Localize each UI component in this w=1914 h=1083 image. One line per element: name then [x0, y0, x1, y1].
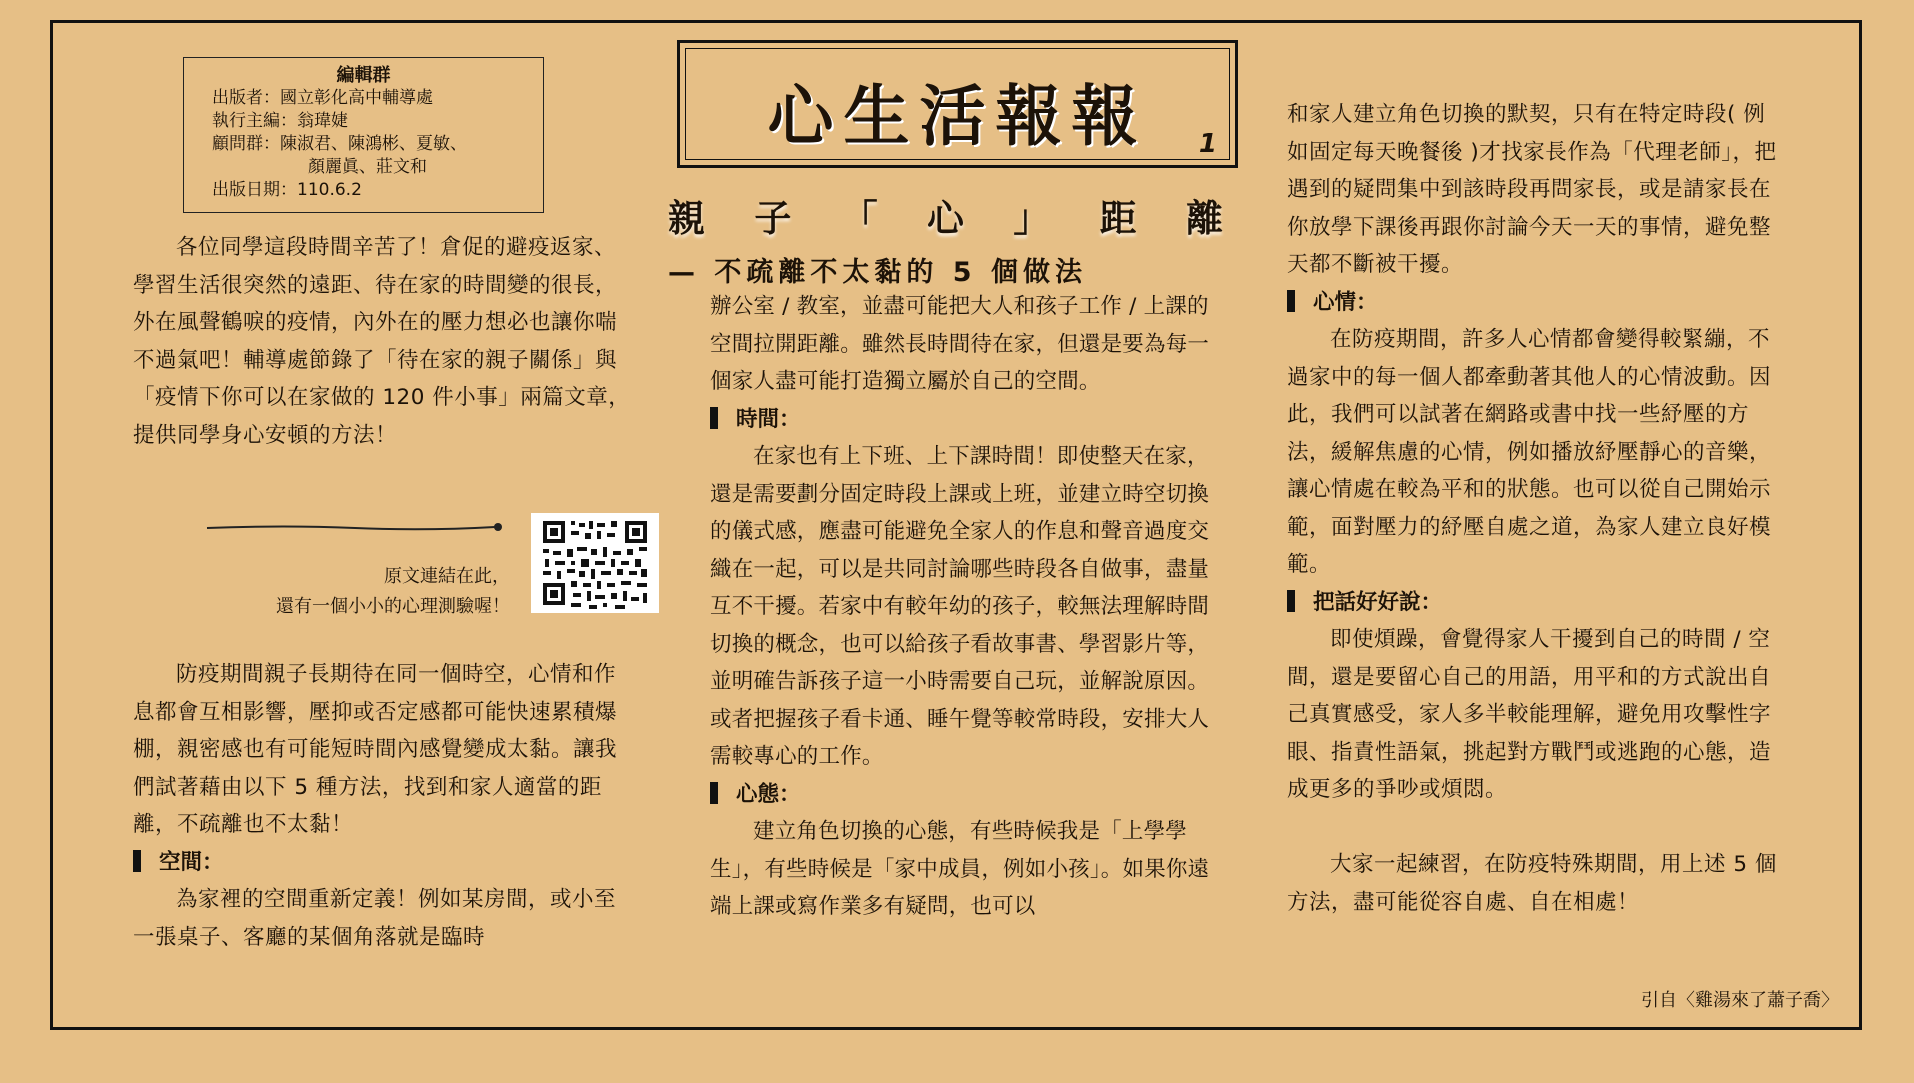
advisors-line-continued: 顏麗眞、莊文和 — [308, 157, 427, 177]
middle-column-body — [710, 288, 1210, 926]
publisher-line: 出版者：國立彰化高中輔導處 — [212, 88, 433, 108]
article-title-char: 親 — [668, 197, 705, 240]
mood-paragraph: 在防疫期間，許多人心情都會變得較緊繃，不過家中的每一個人都牽動著其他人的心情波動。因此，我們可以試著在網路或書中找一些紓壓的方法，緩解焦慮的心情，例如播放紓壓靜心的音樂，讓心情處在較為平和的狀態。也可以從自己開始示範，面對壓力的紓壓自處之道，為家人建立良好模範。 — [1287, 327, 1772, 577]
right-column-body — [1287, 96, 1787, 921]
qr-code-icon[interactable] — [531, 513, 659, 613]
article-intro-paragraph: 防疫期間親子長期待在同一個時空，心情和作息都會互相影響，壓抑或否定感都可能快速累積爆棚，親密感也有可能短時間內感覺變成太黏。讓我們試著藉由以下 5 種方法，找到和家人適當的距離，不疏離也不太黏！ — [133, 662, 618, 837]
publish-date-line: 出版日期：110.6.2 — [212, 180, 362, 200]
heading-bar-icon — [710, 782, 718, 804]
article-title-char: 「 — [840, 197, 878, 240]
mindset-heading — [710, 776, 1210, 814]
mindset-paragraph-part2: 和家人建立角色切換的默契，只有在特定時段( 例如固定每天晚餐後 )才找家長作為「代理老師」，把遇到的疑問集中到該時段再問家長，或是請家長在你放學下課後再跟你討論今天一天的事情，避免整天都不斷被干擾。 — [1287, 102, 1777, 277]
left-column-body — [133, 656, 633, 956]
qr-note-line2: 還有一個小小的心理測驗喔！ — [276, 596, 510, 617]
time-heading — [710, 401, 1210, 439]
advisors-line: 顧問群：陳淑君、陳鴻彬、夏敏、 — [212, 134, 467, 154]
citation: 引自〈雞湯來了蕭子喬〉 — [1641, 990, 1839, 1011]
intro-section — [133, 229, 633, 454]
chief-editor-line: 執行主編：翁瑋婕 — [212, 111, 348, 131]
article-title-char: 離 — [1185, 197, 1223, 240]
mindset-paragraph-part1: 建立角色切換的心態，有些時候我是「上學學生」，有些時候是「家中成員，例如小孩」。如果你遠端上課或寫作業多有疑問，也可以 — [710, 819, 1210, 919]
article-title-char: 距 — [1099, 197, 1137, 240]
space-heading — [133, 844, 633, 882]
talk-heading — [1287, 584, 1787, 622]
decorative-divider — [205, 520, 505, 534]
spacer — [1287, 809, 1787, 847]
time-paragraph: 在家也有上下班、上下課時間！即使整天在家，還是需要劃分固定時段上課或上班，並建立時空切換的儀式感，應盡可能避免全家人的作息和聲音過度交織在一起，可以是共同討論哪些時段各自做事，盡量互不干擾。若家中有較年幼的孩子，較無法理解時間切換的概念，也可以給孩子看故事書、學習影片等，並明確告訴孩子這一小時需要自己玩，並解說原因。或者把握孩子看卡通、睡午覺等較常時段，安排大人需較專心的工作。 — [710, 444, 1210, 769]
heading-bar-icon — [133, 850, 141, 872]
closing-paragraph: 大家一起練習，在防疫特殊期間，用上述 5 個方法，盡可能從容自處、自在相處！ — [1287, 852, 1777, 915]
time-heading-text: 時間： — [736, 406, 801, 432]
heading-bar-icon — [1287, 290, 1295, 312]
heading-bar-icon — [710, 407, 718, 429]
article-title-char: 」 — [1013, 197, 1051, 240]
issue-number: 1 — [1198, 129, 1217, 159]
space-heading-text: 空間： — [159, 849, 224, 875]
talk-paragraph: 即使煩躁，會覺得家人干擾到自己的時間 / 空間，還是要留心自己的用語，用平和的方式說出自己真實感受，家人多半較能理解，避免用攻擊性字眼、指責性語氣，挑起對方戰鬥或逃跑的心態，造成更多的爭吵或煩悶。 — [1287, 627, 1772, 802]
talk-heading-text: 把話好好說： — [1313, 589, 1443, 615]
space-paragraph-part2: 辦公室 / 教室，並盡可能把大人和孩子工作 / 上課的空間拉開距離。雖然長時間待在家，但還是要為每一個家人盡可能打造獨立屬於自己的空間。 — [710, 294, 1210, 394]
article-title-char: 子 — [754, 197, 792, 240]
qr-note-line1: 原文連結在此， — [384, 566, 510, 587]
space-paragraph-part1: 為家裡的空間重新定義！例如某房間，或小至一張桌子、客廳的某個角落就是臨時 — [133, 887, 617, 950]
article-subtitle: — 不疏離不太黏的 5 個做法 — [668, 257, 1087, 288]
qr-note — [180, 562, 510, 622]
heading-bar-icon — [1287, 590, 1295, 612]
mindset-heading-text: 心態： — [736, 781, 801, 807]
editorial-box — [183, 57, 544, 213]
mood-heading — [1287, 284, 1787, 322]
article-title-char: 心 — [926, 197, 964, 240]
mood-heading-text: 心情： — [1313, 289, 1378, 315]
article-title — [668, 188, 1223, 242]
masthead — [677, 40, 1238, 168]
editorial-title: 編輯群 — [336, 65, 391, 86]
masthead-title: 心生活報報 — [767, 77, 1148, 155]
intro-paragraph: 各位同學這段時間辛苦了！倉促的避疫返家、學習生活很突然的遠距、待在家的時間變的很長，外在風聲鶴唳的疫情，內外在的壓力想必也讓你喘不過氣吧！輔導處節錄了「待在家的親子關係」與「疫情下你可以在家做的 120 件小事」兩篇文章，提供同學身心安頓的方法！ — [133, 235, 631, 448]
